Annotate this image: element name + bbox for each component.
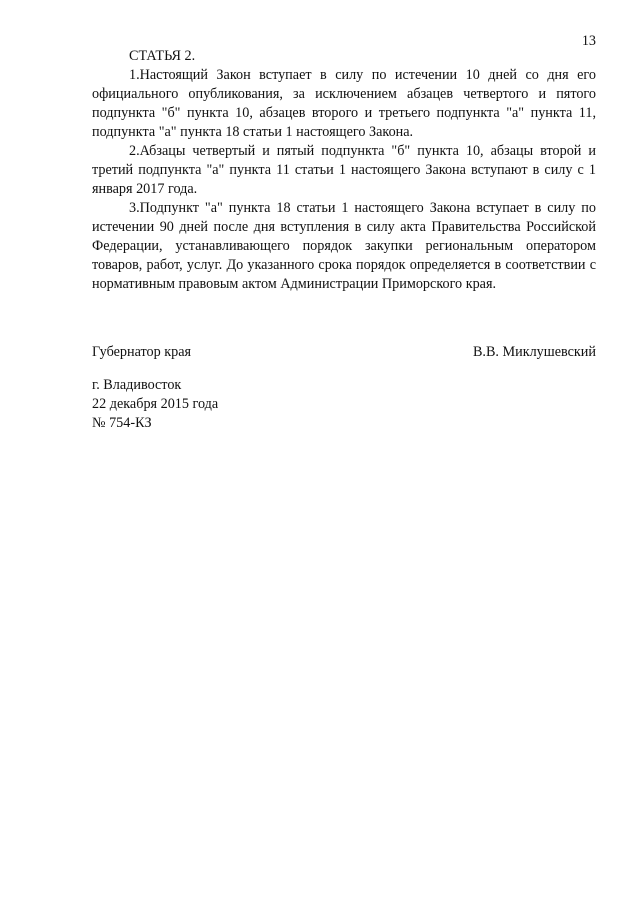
article (92, 47, 596, 294)
article-title: СТАТЬЯ 2. (129, 48, 196, 64)
place-date-block (92, 376, 392, 433)
place-city: г. Владивосток (92, 377, 182, 393)
page-number: 13 (581, 33, 596, 49)
article-paragraph-1: 1.Настоящий Закон вступает в силу по истечении 10 дней со дня его официального опубликования, за исключением абзацев четвертого и пятого подпункта "б" пункта 10, абзацев второго и третьего подпункта "а" пункта 11, подпункта "а" пункта 18 статьи 1 настоящего Закона. (92, 67, 596, 140)
signature-name: В.В. Миклушевский (472, 344, 596, 360)
signature-position: Губернатор края (92, 344, 192, 360)
article-paragraph-2: 2.Абзацы четвертый и пятый подпункта "б" пункта 10, абзацы второй и третий подпункта "а" пункта 11 статьи 1 настоящего Закона вступают в силу с 1 января 2017 года. (92, 143, 596, 197)
article-paragraph-3: 3.Подпункт "а" пункта 18 статьи 1 настоящего Закона вступает в силу по истечении 90 дней после дня вступления в силу акта Правительства Российской Федерации, устанавливающего порядок закупки региональным оператором товаров, работ, услуг. До указанного срока порядок определяется в соответствии с нормативным правовым актом Администрации Приморского края. (92, 200, 596, 292)
document-number: № 754-КЗ (92, 415, 152, 431)
document-date: 22 декабря 2015 года (92, 396, 219, 412)
signature-block (92, 343, 596, 362)
